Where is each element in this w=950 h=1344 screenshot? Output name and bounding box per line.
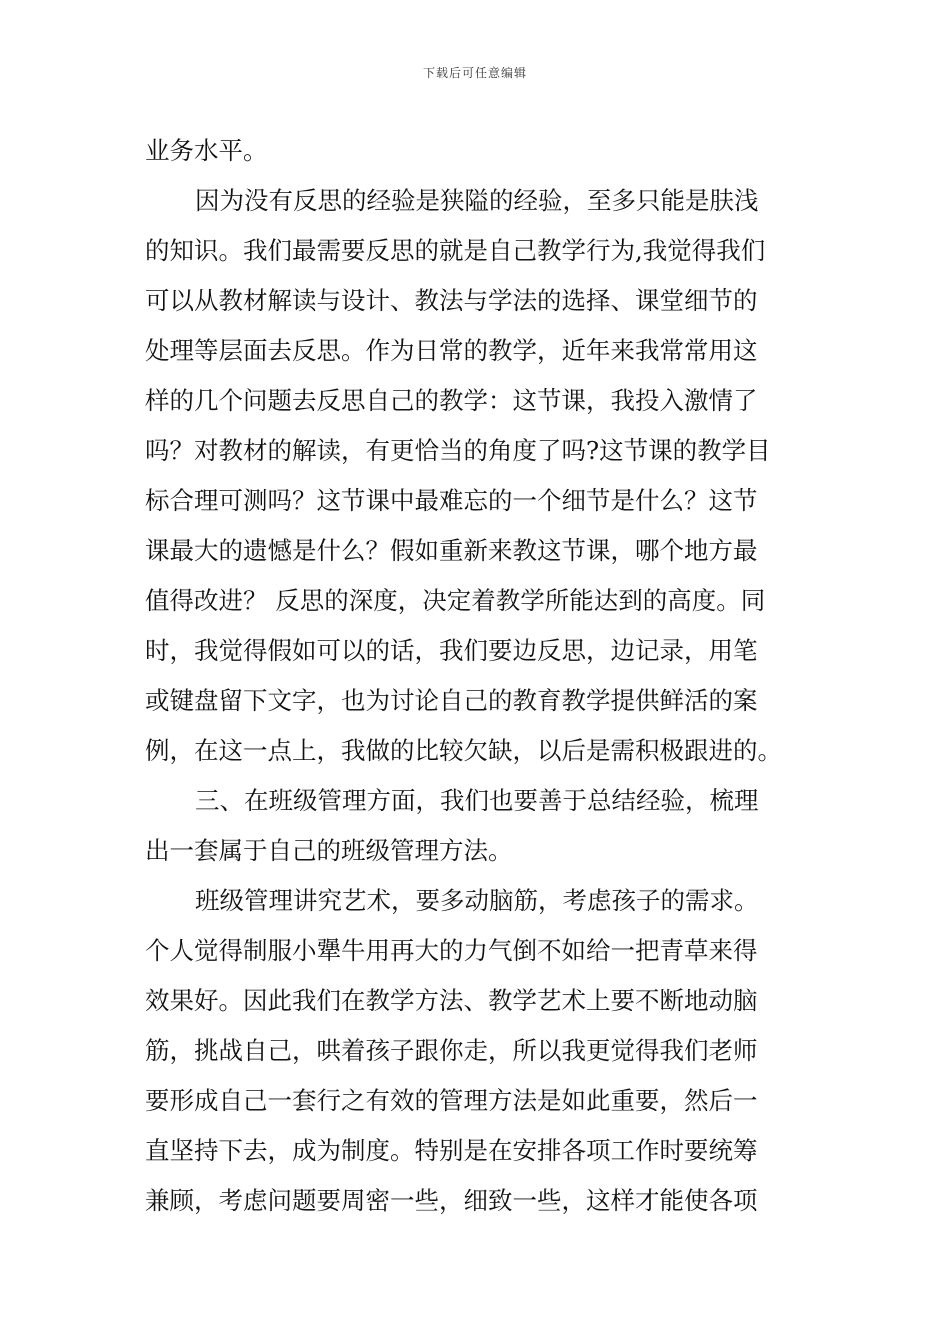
text-line: 因为没有反思的经验是狭隘的经验，至多只能是肤浅 — [195, 186, 759, 215]
text-line: 个人觉得制服小犟牛用再大的力气倒不如给一把青草来得 — [145, 936, 758, 965]
section-heading-line: 三、在班级管理方面，我们也要善于总结经验，梳理 — [195, 786, 759, 815]
text-line: 班级管理讲究艺术，要多动脑筋，考虑孩子的需求。 — [195, 886, 759, 915]
text-line: 处理等层面去反思。作为日常的教学，近年来我常常用这 — [145, 336, 758, 365]
text-line: 或键盘留下文字，也为讨论自己的教育教学提供鲜活的案 — [145, 686, 758, 715]
text-line: 可以从教材解读与设计、教法与学法的选择、课堂细节的 — [145, 286, 758, 315]
text-line: 课最大的遗憾是什么？假如重新来教这节课，哪个地方最 — [145, 536, 758, 565]
text-line: 要形成自己一套行之有效的管理方法是如此重要，然后一 — [145, 1086, 758, 1115]
text-line: 兼顾，考虑问题要周密一些，细致一些，这样才能使各项 — [145, 1186, 758, 1215]
text-line: 样的几个问题去反思自己的教学：这节课，我投入激情了 — [145, 386, 758, 415]
page-header-note: 下载后可任意编辑 — [422, 66, 527, 80]
text-line: 吗？对教材的解读，有更恰当的角度了吗?这节课的教学目 — [145, 436, 771, 465]
text-line: 时，我觉得假如可以的话，我们要边反思，边记录，用笔 — [145, 636, 758, 665]
section-heading-line: 出一套属于自己的班级管理方法。 — [145, 836, 513, 865]
text-line: 标合理可测吗？这节课中最难忘的一个细节是什么？这节 — [145, 486, 758, 515]
text-line: 直坚持下去，成为制度。特别是在安排各项工作时要统筹 — [145, 1136, 758, 1165]
text-line: 效果好。因此我们在教学方法、教学艺术上要不断地动脑 — [145, 986, 758, 1015]
text-line: 业务水平。 — [145, 136, 268, 165]
text-line: 筋，挑战自己，哄着孩子跟你走，所以我更觉得我们老师 — [145, 1036, 758, 1065]
text-line: 例，在这一点上，我做的比较欠缺，以后是需积极跟进的。 — [145, 736, 782, 765]
text-line: 的知识。我们最需要反思的就是自己教学行为,我觉得我们 — [145, 236, 766, 265]
document-body — [145, 126, 807, 1226]
text-line: 值得改进？ 反思的深度，决定着教学所能达到的高度。同 — [145, 586, 766, 615]
